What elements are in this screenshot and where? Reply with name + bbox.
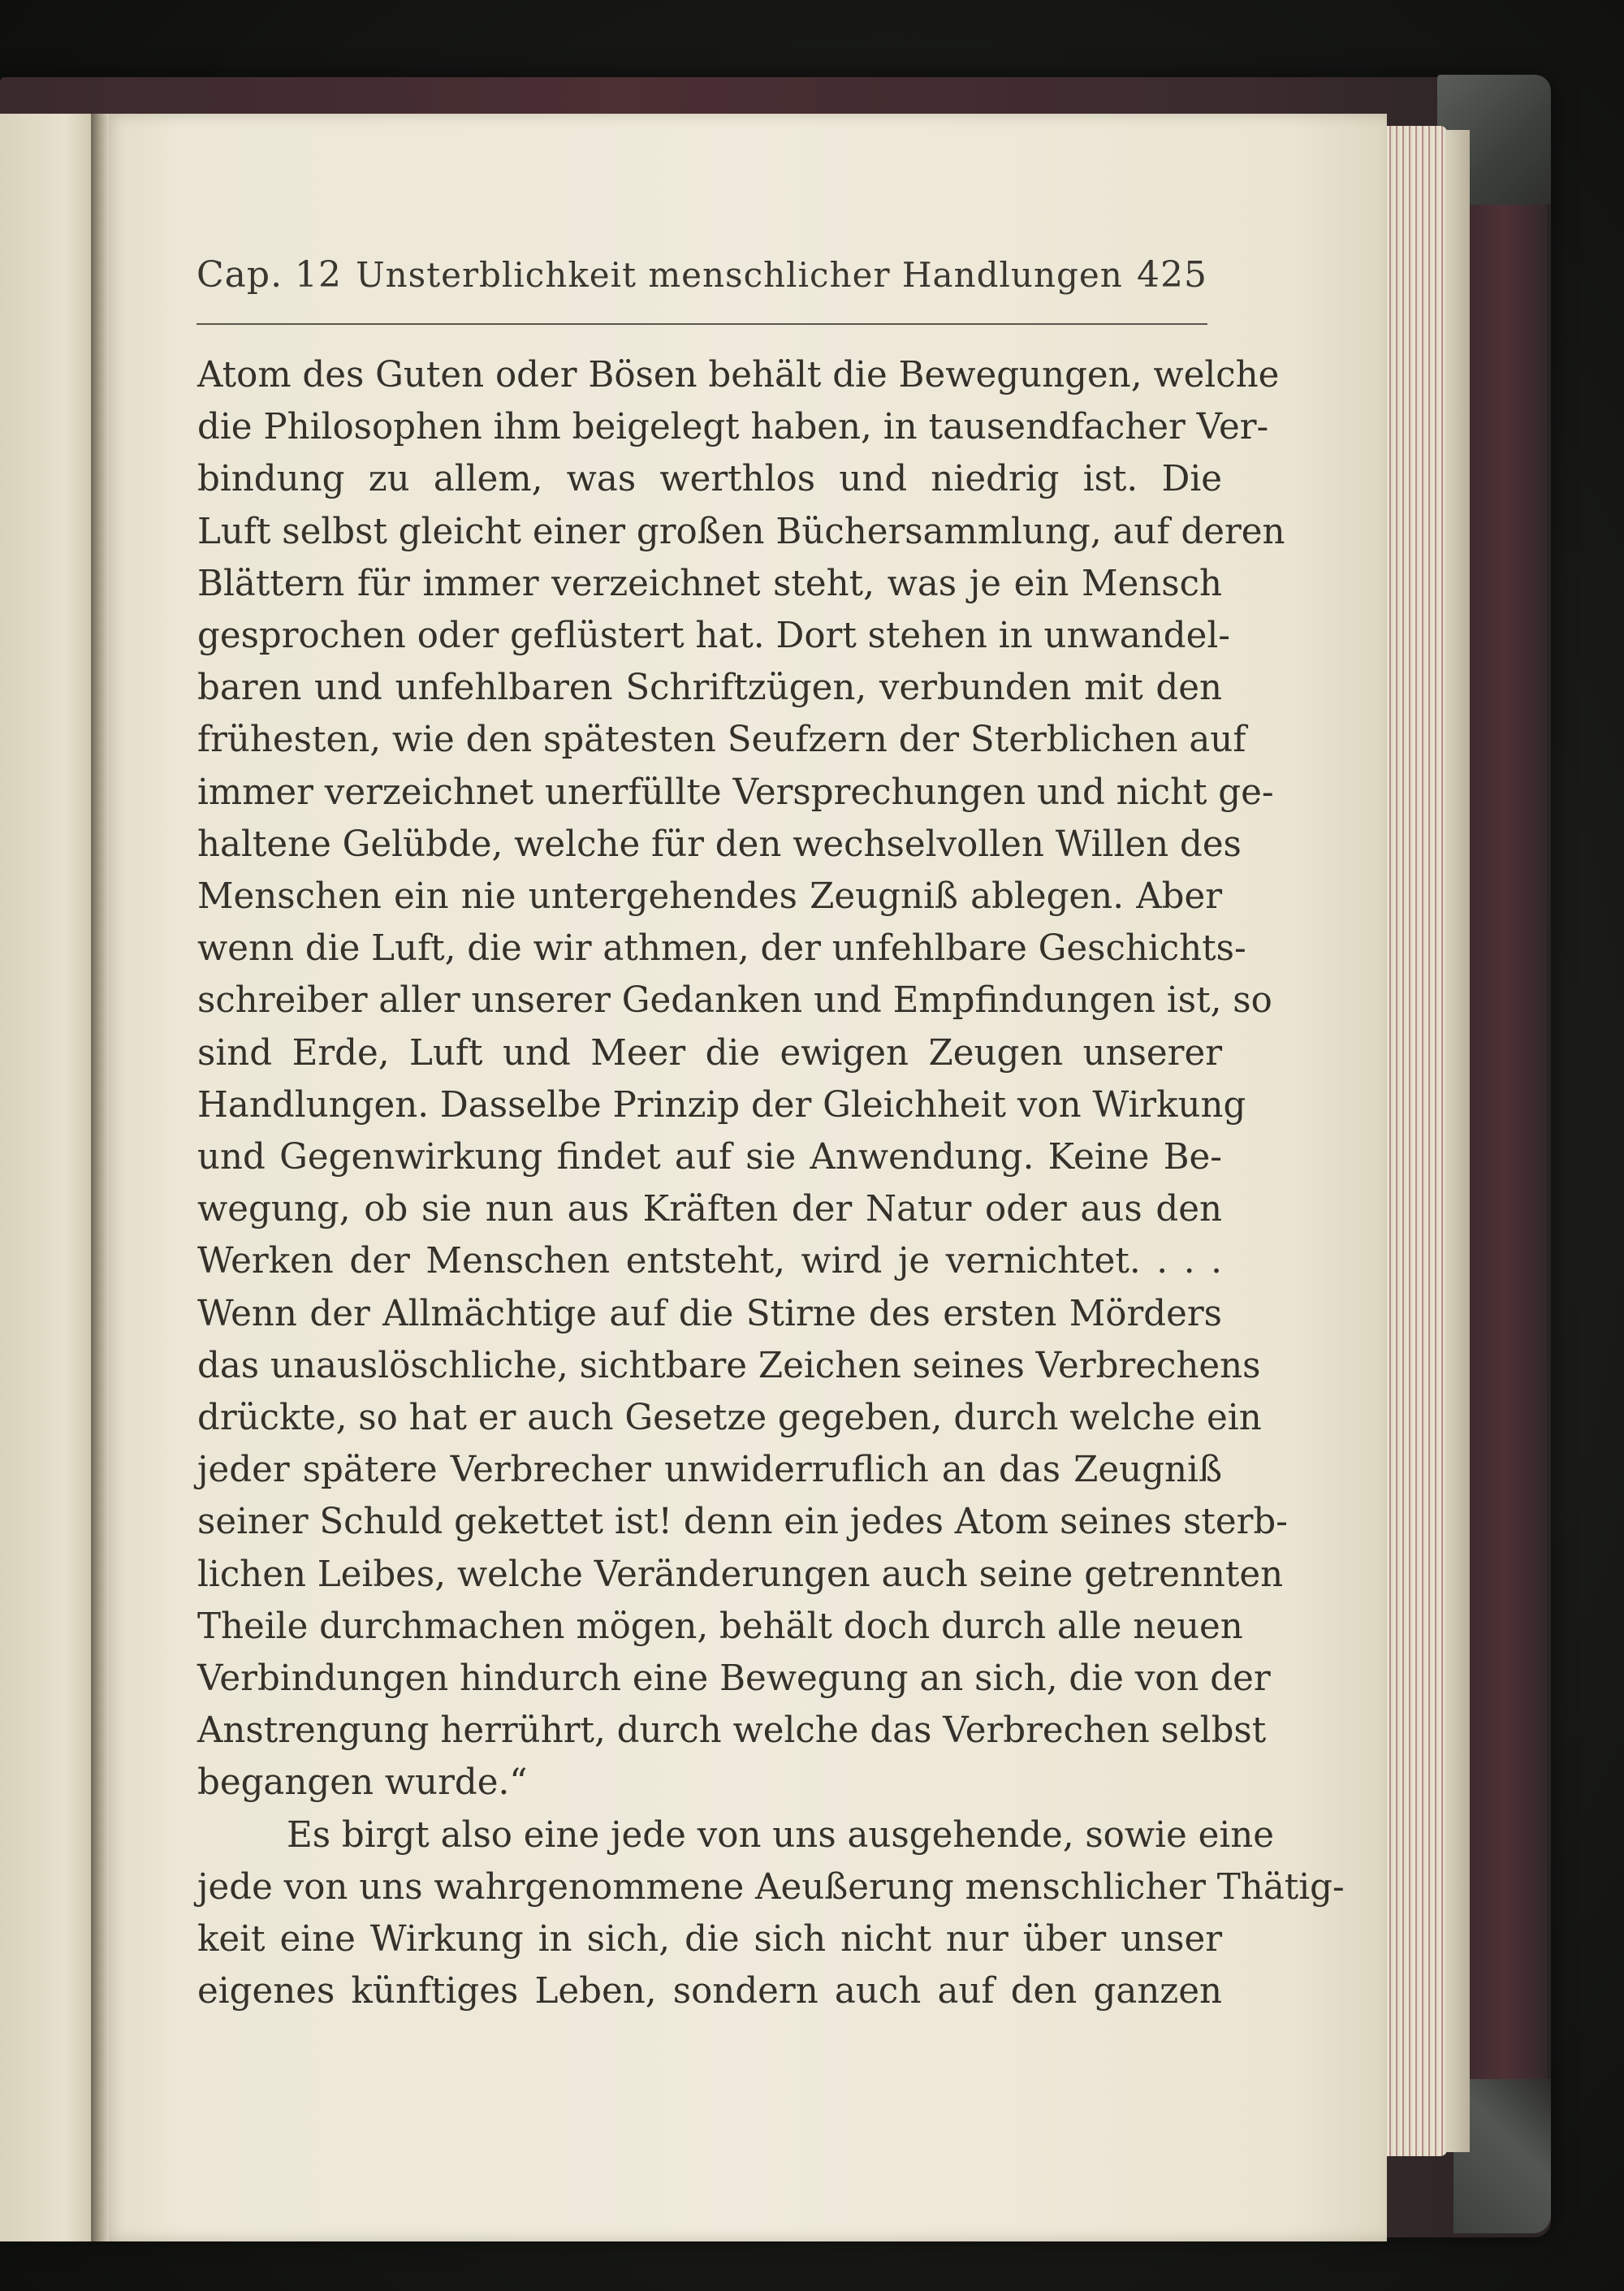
text-line: Theile durchmachen mögen, behält doch durch alle neuen xyxy=(197,1606,1243,1647)
text-line: wenn die Luft, die wir athmen, der unfehlbare Geschichts- xyxy=(197,928,1246,970)
page-edges xyxy=(1380,126,1447,2156)
text-line: Es birgt also eine jede von uns ausgehende, sowie eine xyxy=(287,1814,1275,1856)
text-line: begangen wurde.“ xyxy=(197,1762,528,1804)
text-line: lichen Leibes, welche Veränderungen auch seine getrennten xyxy=(197,1554,1284,1595)
paragraph xyxy=(197,1809,1345,2018)
text-line: jeder spätere Verbrecher unwiderruflich an das Zeugniß xyxy=(197,1450,1222,1491)
book-cover-edge xyxy=(1462,203,1547,2087)
text-line: frühesten, wie den spätesten Seufzern der Sterblichen auf xyxy=(197,720,1246,761)
text-line: Blättern für immer verzeichnet steht, was je ein Mensch xyxy=(197,563,1222,604)
text-line: drückte, so hat er auch Gesetze gegeben, durch welche ein xyxy=(197,1398,1262,1439)
text-line: sind Erde, Luft und Meer die ewigen Zeugen unserer xyxy=(197,1032,1222,1074)
book-gutter xyxy=(91,114,109,2241)
text-line: das unauslöschliche, sichtbare Zeichen seines Verbrechens xyxy=(197,1345,1261,1386)
chapter-label: Cap. 12 xyxy=(197,253,343,296)
text-line: die Philosophen ihm beigelegt haben, in tausendfacher Ver- xyxy=(197,407,1269,448)
page-edge-shadow xyxy=(1445,130,1470,2152)
header-rule xyxy=(197,323,1207,325)
text-line: baren und unfehlbaren Schriftzügen, verbunden mit den xyxy=(197,668,1222,709)
text-line: schreiber aller unserer Gedanken und Empfindungen ist, so xyxy=(197,980,1272,1022)
text-line: Luft selbst gleicht einer großen Büchersammlung, auf deren xyxy=(197,511,1285,552)
text-line: keit eine Wirkung in sich, die sich nicht nur über unser xyxy=(197,1919,1222,1960)
body-text xyxy=(197,349,1345,2018)
text-line: Wenn der Allmächtige auf die Stirne des ersten Mörders xyxy=(197,1293,1222,1334)
running-head xyxy=(197,242,1207,307)
text-line: Atom des Guten oder Bösen behält die Bewegungen, welche xyxy=(197,355,1280,396)
text-line: haltene Gelübde, welche für den wechselvollen Willen des xyxy=(197,823,1242,865)
text-line: wegung, ob sie nun aus Kräften der Natur oder aus den xyxy=(197,1189,1222,1230)
text-line: Menschen ein nie untergehendes Zeugniß ablegen. Aber xyxy=(197,876,1222,918)
previous-page xyxy=(0,114,96,2241)
text-line: Anstrengung herrührt, durch welche das Verbrechen selbst xyxy=(197,1710,1267,1752)
text-line: seiner Schuld gekettet ist! denn ein jedes Atom seines sterb- xyxy=(197,1502,1288,1543)
page-number: 425 xyxy=(1137,253,1207,296)
text-line: Werken der Menschen entsteht, wird je vernichtet. . . . xyxy=(197,1241,1222,1282)
text-line: und Gegenwirkung findet auf sie Anwendung. Keine Be- xyxy=(197,1137,1222,1178)
text-line: gesprochen oder geflüstert hat. Dort stehen in unwandel- xyxy=(197,616,1230,657)
text-line: eigenes künftiges Leben, sondern auch auf den ganzen xyxy=(197,1971,1222,2012)
text-line: Handlungen. Dasselbe Prinzip der Gleichheit von Wirkung xyxy=(197,1084,1246,1126)
text-line: jede von uns wahrgenommene Aeußerung menschlicher Thätig- xyxy=(197,1866,1345,1908)
text-line: bindung zu allem, was werthlos und niedrig ist. Die xyxy=(197,459,1222,500)
text-line: Verbindungen hindurch eine Bewegung an sich, die von der xyxy=(197,1658,1271,1700)
running-title: Unsterblichkeit menschlicher Handlungen xyxy=(356,254,1123,295)
paragraph xyxy=(197,349,1288,1809)
text-line: immer verzeichnet unerfüllte Versprechungen und nicht ge- xyxy=(197,772,1274,813)
